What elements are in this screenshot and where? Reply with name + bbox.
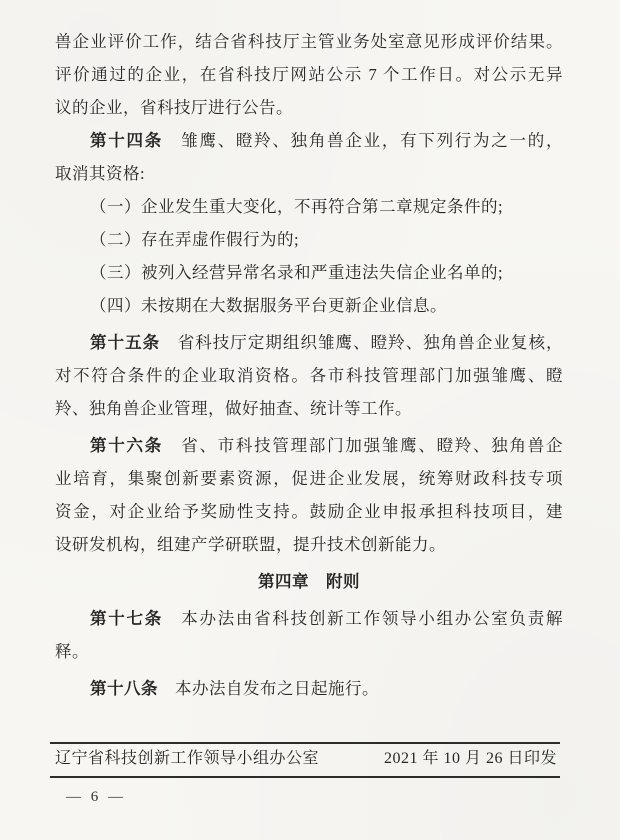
text-line: 设研发机构，组建产学研联盟，提升技术创新能力。	[55, 535, 446, 554]
article-line	[55, 602, 563, 635]
footer-rule-top	[50, 742, 560, 744]
text-line: 资金，对企业给予奖励性支持。鼓励企业申报承担科技项目，建	[55, 502, 563, 521]
page-number: — 6 —	[66, 789, 126, 805]
article-number: 第十八条	[90, 679, 158, 698]
text-line: 兽企业评价工作，结合省科技厅主管业务处室意见形成评价结果。	[55, 32, 563, 51]
text-line: 释。	[55, 642, 89, 661]
footer-issuer: 辽宁省科技创新工作领导小组办公室	[55, 750, 320, 767]
line-text: 本办法自发布之日起施行。	[158, 679, 379, 698]
text-line: 对不符合条件的企业取消资格。各市科技管理部门加强雏鹰、瞪	[55, 366, 563, 385]
article-line	[55, 124, 563, 157]
article-line	[55, 672, 563, 705]
footer	[55, 746, 557, 772]
text-line: （四）未按期在大数据服务平台更新企业信息。	[90, 296, 447, 315]
document-body	[55, 25, 563, 705]
article-number: 第十五条	[90, 333, 161, 352]
text-line: 议的企业，省科技厅进行公告。	[55, 98, 293, 117]
text-line: （三）被列入经营异常名录和严重违法失信企业名单的;	[90, 263, 504, 282]
chapter-heading: 第四章 附则	[258, 572, 360, 591]
text-line: 业培育，集聚创新要素资源，促进企业发展，统筹财政科技专项	[55, 469, 563, 488]
text-line: 取消其资格:	[55, 164, 146, 183]
article-number: 第十七条	[90, 609, 163, 628]
text-line: 羚、独角兽企业管理，做好抽查、统计等工作。	[55, 399, 412, 418]
line-text: 省科技厅定期组织雏鹰、瞪羚、独角兽企业复核，	[160, 333, 563, 352]
article-number: 第十四条	[90, 131, 163, 150]
article-number: 第十六条	[90, 436, 163, 455]
text-line: （一）企业发生重大变化，不再符合第二章规定条件的;	[90, 197, 504, 216]
footer-rule-bottom	[50, 776, 560, 778]
article-line	[55, 429, 563, 462]
text-line: （二）存在弄虚作假行为的;	[90, 230, 300, 249]
article-line	[55, 326, 563, 359]
line-text: 雏鹰、瞪羚、独角兽企业，有下列行为之一的，	[162, 131, 563, 150]
line-text: 本办法由省科技创新工作领导小组办公室负责解	[162, 609, 563, 628]
footer-print-date: 2021 年 10 月 26 日印发	[383, 750, 557, 767]
text-line: 评价通过的企业，在省科技厅网站公示 7 个工作日。对公示无异	[55, 65, 563, 84]
line-text: 省、市科技管理部门加强雏鹰、瞪羚、独角兽企	[162, 436, 563, 455]
